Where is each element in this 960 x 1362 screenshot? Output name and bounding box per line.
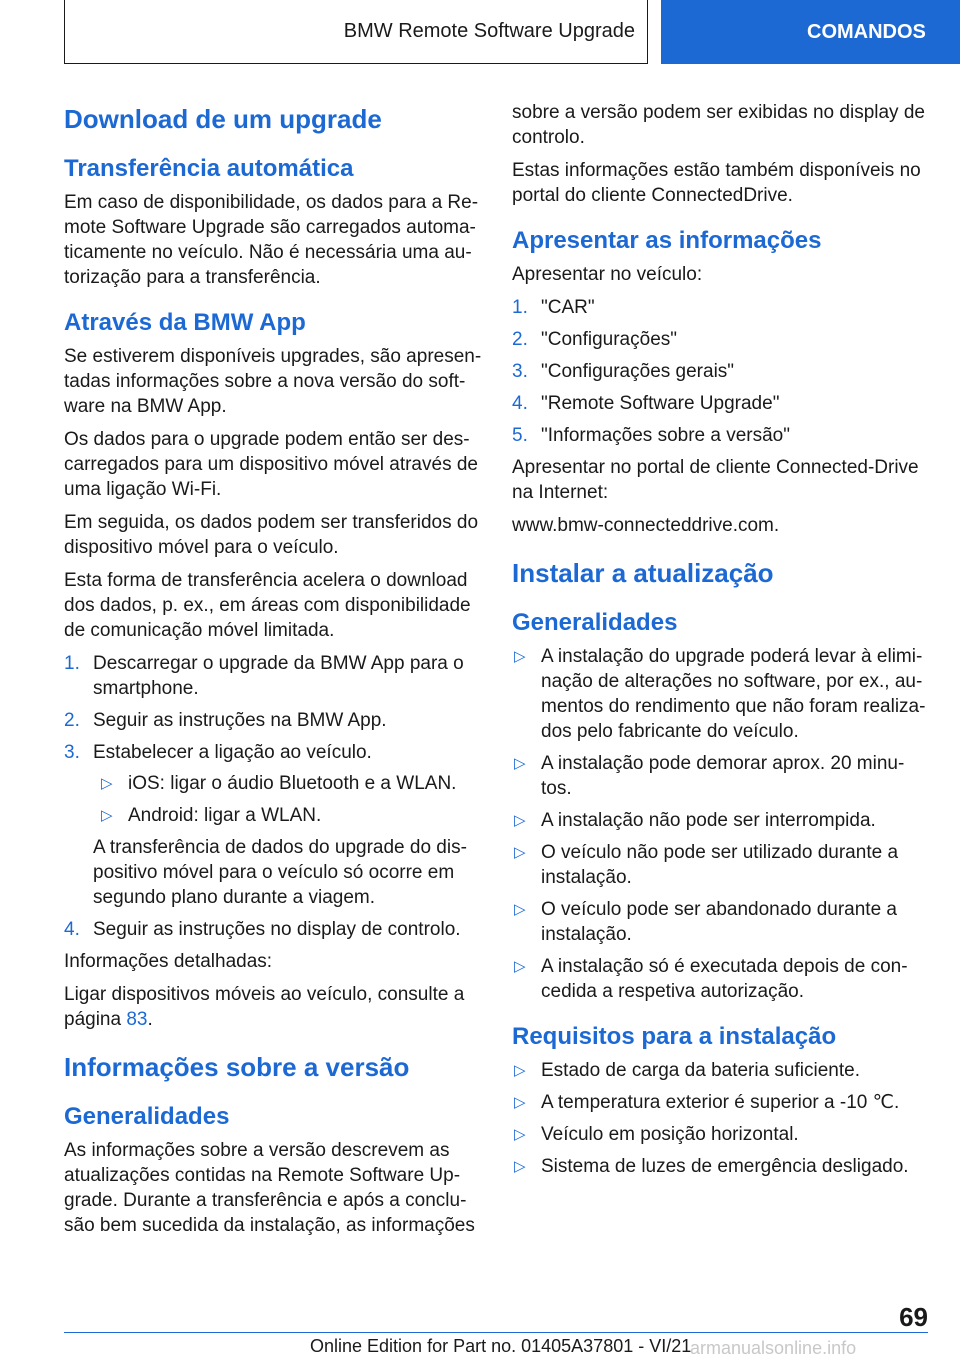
item-text: Estado de carga da bateria suficiente. [541,1060,860,1081]
paragraph-details: Informações detalhadas: [64,951,273,972]
connect-text: Ligar dispositivos móveis ao veículo, consulte a página [64,984,465,1030]
list-item [512,751,930,801]
paragraph-app-3: Em seguida, os dados podem ser transferidos do dispositivo móvel para o veículo. [64,512,479,558]
list-item [512,391,930,416]
list-item [512,1122,930,1147]
page-number: 69 [899,1302,928,1332]
heading-install: Instalar a atualização [512,558,774,588]
list-item [512,327,930,352]
footer-edition: Online Edition for Part no. 01405A37801 - VI/21 [310,1336,692,1356]
step-number: 2. [64,710,80,731]
substep-text: iOS: ligar o áudio Bluetooth e a WLAN. [128,773,457,794]
item-text: A instalação só é executada depois de con-cedida a respetiva autorização. [541,956,908,1002]
install-general-list [512,644,930,1004]
step-text: "CAR" [541,297,595,318]
list-item [512,1154,930,1179]
list-item [512,840,930,890]
requirements-list [512,1058,930,1179]
heading-download: Download de um upgrade [64,104,382,134]
list-item [99,803,482,828]
header-title: BMW Remote Software Upgrade [343,20,635,42]
list-item [512,295,930,320]
triangle-right-icon: ▷ [514,755,526,772]
triangle-right-icon: ▷ [514,1094,526,1111]
step-number: 4. [512,393,528,414]
item-text: A instalação do upgrade poderá levar à elimi-nação de alterações no software, por ex., au-mentos do rendimento que não foram realiza-dos pelo fabricante do veículo. [541,646,926,742]
triangle-right-icon: ▷ [514,844,526,861]
paragraph-show: Apresentar no veículo: [512,264,703,285]
list-item [64,651,482,701]
header-title-box [64,0,648,64]
step-text: "Informações sobre a versão" [541,425,790,446]
list-item [512,1058,930,1083]
heading-general-install: Generalidades [512,609,678,636]
triangle-right-icon: ▷ [514,648,526,665]
list-item [512,808,930,833]
step-number: 1. [64,653,80,674]
app-steps-list [64,651,482,942]
substep-text: Android: ligar a WLAN. [128,805,322,826]
list-item [99,771,482,796]
page-reference-link[interactable]: 83 [126,1009,148,1030]
item-text: Veículo em posição horizontal. [541,1124,799,1145]
list-item [512,897,930,947]
list-item [512,644,930,744]
item-text: A instalação não pode ser interrompida. [541,810,876,831]
paragraph-internet: Apresentar no portal de cliente Connected-Drive na Internet: [512,457,919,503]
paragraph-app-2: Os dados para o upgrade podem então ser des-carregados para um dispositivo móvel através de uma ligação Wi-Fi. [64,429,478,500]
item-text: A instalação pode demorar aprox. 20 minu-tos. [541,753,905,799]
step-number: 3. [512,361,528,382]
item-text: O veículo não pode ser utilizado durante a instalação. [541,842,899,888]
step-number: 2. [512,329,528,350]
footer-divider [64,1332,928,1333]
list-item [64,740,482,910]
watermark: armanualsonline.info [690,1338,857,1358]
step-number: 5. [512,425,528,446]
section-label: COMANDOS [807,20,926,43]
step-text: Estabelecer a ligação ao veículo. [93,742,372,763]
step-text: Descarregar o upgrade da BMW App para o smartphone. [93,653,464,699]
list-item [64,708,482,733]
list-item [512,359,930,384]
list-item [64,917,482,942]
step-text: "Configurações" [541,329,678,350]
paragraph-app-4: Esta forma de transferência acelera o download dos dados, p. ex., em áreas com disponibilidade de comunicação móvel limitada. [64,570,471,641]
paragraph-portal: Estas informações estão também disponíveis no portal do cliente ConnectedDrive. [512,160,921,206]
step-text: "Remote Software Upgrade" [541,393,780,414]
connect-text-end: . [147,1009,153,1030]
heading-general-version: Generalidades [64,1103,230,1130]
triangle-right-icon: ▷ [101,775,113,792]
heading-version-info: Informações sobre a versão [64,1052,410,1082]
triangle-right-icon: ▷ [101,807,113,824]
heading-automatic-transfer: Transferência automática [64,155,354,182]
triangle-right-icon: ▷ [514,1158,526,1175]
left-column [64,100,482,1246]
substeps-list [93,771,482,828]
list-item [512,423,930,448]
step-text: Seguir as instruções no display de controlo. [93,919,461,940]
heading-bmw-app: Através da BMW App [64,309,306,336]
step-number: 1. [512,297,528,318]
menu-steps-list [512,295,930,448]
step-text: Seguir as instruções na BMW App. [93,710,387,731]
paragraph-app-1: Se estiverem disponíveis upgrades, são apresen-tadas informações sobre a nova versão do soft-ware na BMW App. [64,346,482,417]
list-item [512,1090,930,1115]
step-number: 3. [64,742,80,763]
item-text: O veículo pode ser abandonado durante a instalação. [541,899,897,945]
item-text: Sistema de luzes de emergência desligado. [541,1156,909,1177]
item-text: A temperatura exterior é superior a -10 ℃. [541,1092,900,1113]
right-column [512,100,930,1186]
list-item [512,954,930,1004]
paragraph-url: www.bmw-connecteddrive.com. [512,515,780,536]
triangle-right-icon: ▷ [514,958,526,975]
heading-requirements: Requisitos para a instalação [512,1023,837,1050]
heading-show-info: Apresentar as informações [512,227,822,254]
paragraph-connect [64,982,482,1032]
paragraph-version: As informações sobre a versão descrevem as atualizações contidas na Remote Software Up-grade. Durante a transferência e após a conclu-são bem sucedida da instalação, as informações [64,1140,475,1236]
triangle-right-icon: ▷ [514,812,526,829]
paragraph-automatic: Em caso de disponibilidade, os dados para a Re-mote Software Upgrade são carregados automa-ticamente no veículo. Não é necessária uma au-torização para a transferência. [64,192,479,288]
section-tab [661,0,960,64]
step-text: "Configurações gerais" [541,361,735,382]
step3-continuation: A transferência de dados do upgrade do dis-positivo móvel para o veículo só ocorre em segundo plano durante a viagem. [93,837,467,908]
step-number: 4. [64,919,80,940]
triangle-right-icon: ▷ [514,1062,526,1079]
triangle-right-icon: ▷ [514,901,526,918]
paragraph-version-cont: sobre a versão podem ser exibidas no display de controlo. [512,102,925,148]
triangle-right-icon: ▷ [514,1126,526,1143]
